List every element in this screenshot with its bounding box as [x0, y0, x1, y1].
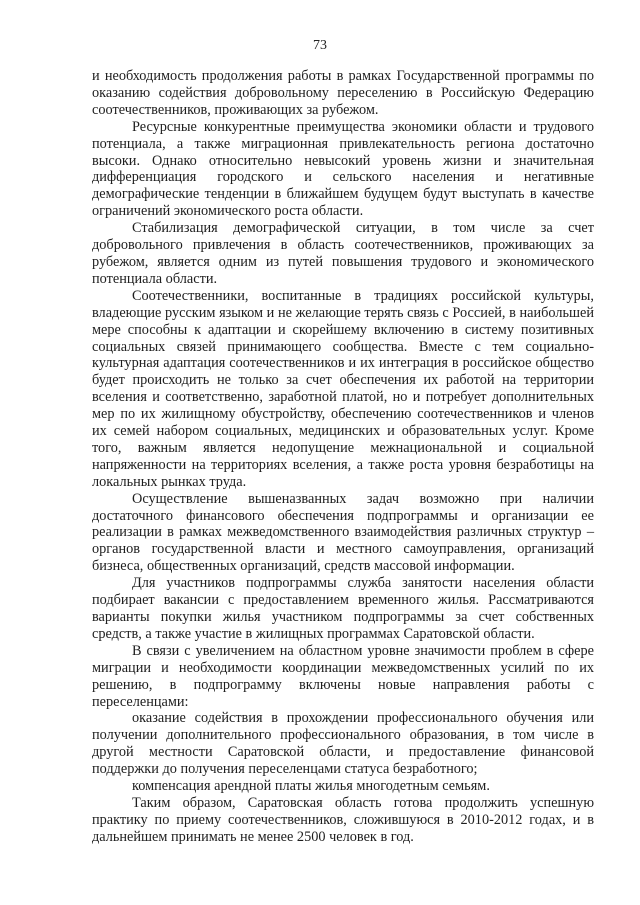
paragraph-new-directions: В связи с увеличением на областном уровне значимости проблем в сфере миграции и необходимости координации межведомственных усилий по их решению, в подпрограмму включены новые направления работы с переселенцами:: [92, 642, 594, 710]
list-item-training-assistance: оказание содействия в прохождении профессионального обучения или получении дополнительного профессионального образования, в том числе в другой местности Саратовской области, и предоставление финансовой поддержки до получения переселенцами статуса безработного;: [92, 710, 594, 778]
paragraph-demographic-stabilization: Стабилизация демографической ситуации, в том числе за счет добровольного привлечения в область соотечественников, проживающих за рубежом, является одним из путей повышения трудового и экономического потенциала области.: [92, 220, 594, 287]
page-number: 73: [313, 38, 327, 53]
paragraph-continuation: и необходимость продолжения работы в рамках Государственной программы по оказанию содействия добровольному переселению в Российскую Федерацию соотечественников, проживающих за рубежом.: [92, 68, 594, 118]
paragraph-compatriots-adaptation: Соотечественники, воспитанные в традициях российской культуры, владеющие русским языком и не желающие терять связь с Россией, в наибольшей мере способны к адаптации и скорейшему включению в систему позитивных социальных связей принимающего сообщества. Вместе с тем социально-культурная адаптация соотечественников и их интеграция в российское общество будет происходить не только за счет обеспечения их работой на территории вселения и соответственно, заработной платой, но и потребует дополнительных мер по их жилищному обустройству, обеспечению соотечественников и членов их семей набором социальных, медицинских и образовательных услуг. Кроме того, важным является недопущение межнациональной и социальной напряженности на территориях вселения, а также роста уровня безработицы на локальных рынках труда.: [92, 287, 594, 490]
paragraph-conclusion: Таким образом, Саратовская область готова продолжить успешную практику по приему соотечественников, сложившуюся в 2010-2012 годах, и в дальнейшем принимать не менее 2500 человек в год.: [92, 794, 594, 845]
paragraph-employment-housing: Для участников подпрограммы служба занятости населения области подбирает вакансии с предоставлением временного жилья. Рассматриваются варианты покупки жилья участником подпрограммы за счет собственных средств, а также участие в жилищных программах Саратовской области.: [92, 575, 594, 642]
paragraph-competitive-advantages: Ресурсные конкурентные преимущества экономики области и трудового потенциала, а также миграционная привлекательность региона достаточно высоки. Однако относительно невысокий уровень жизни и значительная дифференциация городского и сельского населения и негативные демографические тенденции в ближайшем будущем будут выступать в качестве ограничений экономического роста области.: [92, 118, 594, 220]
document-body: [92, 68, 594, 846]
list-item-rent-compensation: компенсация арендной платы жилья многодетным семьям.: [132, 778, 490, 795]
paragraph-financial-support: Осуществление вышеназванных задач возможно при наличии достаточного финансового обеспечения подпрограммы и организации ее реализации в рамках межведомственного взаимодействия различных структур – органов государственной власти и местного самоуправления, организаций бизнеса, общественных организаций, средств массовой информации.: [92, 490, 594, 575]
